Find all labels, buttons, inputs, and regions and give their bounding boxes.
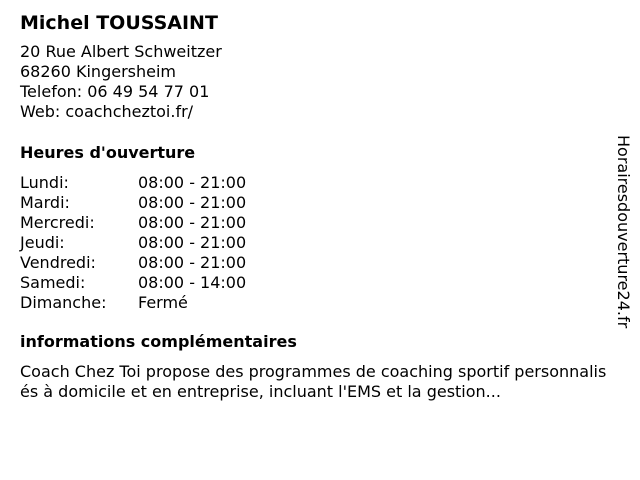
hours-day: Jeudi:: [20, 233, 65, 252]
business-card: [20, 10, 610, 402]
hours-time: 08:00 - 21:00: [138, 253, 247, 272]
address-city: 68260 Kingersheim: [20, 62, 176, 81]
hours-time: 08:00 - 21:00: [138, 193, 247, 212]
hours-row: [20, 213, 610, 233]
hours-row: [20, 233, 610, 253]
hours-row: [20, 273, 610, 293]
hours-row: [20, 173, 610, 193]
hours-row: [20, 193, 610, 213]
phone-number: Telefon: 06 49 54 77 01: [20, 82, 210, 101]
hours-time: 08:00 - 21:00: [138, 233, 247, 252]
hours-time: 08:00 - 21:00: [138, 173, 247, 192]
brand-watermark: Horairesdouverture24.fr: [614, 135, 633, 329]
info-text: Coach Chez Toi propose des programmes de coaching sportif personnalisés à domicile et en entreprise, incluant l'EMS et la gestion...: [20, 362, 607, 401]
hours-title: Heures d'ouverture: [20, 143, 196, 162]
info-title: informations complémentaires: [20, 332, 297, 351]
hours-day: Mercredi:: [20, 213, 95, 232]
website: Web: coachcheztoi.fr/: [20, 102, 194, 121]
hours-time: 08:00 - 21:00: [138, 213, 247, 232]
hours-day: Lundi:: [20, 173, 69, 192]
hours-row: [20, 293, 610, 313]
hours-day: Dimanche:: [20, 293, 107, 312]
hours-row: [20, 253, 610, 273]
hours-table: [20, 173, 610, 313]
business-address: [20, 42, 610, 122]
business-name: Michel TOUSSAINT: [20, 12, 218, 34]
address-street: 20 Rue Albert Schweitzer: [20, 42, 222, 61]
hours-time: 08:00 - 14:00: [138, 273, 247, 292]
hours-day: Vendredi:: [20, 253, 96, 272]
hours-time: Fermé: [138, 293, 188, 312]
hours-day: Mardi:: [20, 193, 70, 212]
hours-day: Samedi:: [20, 273, 86, 292]
